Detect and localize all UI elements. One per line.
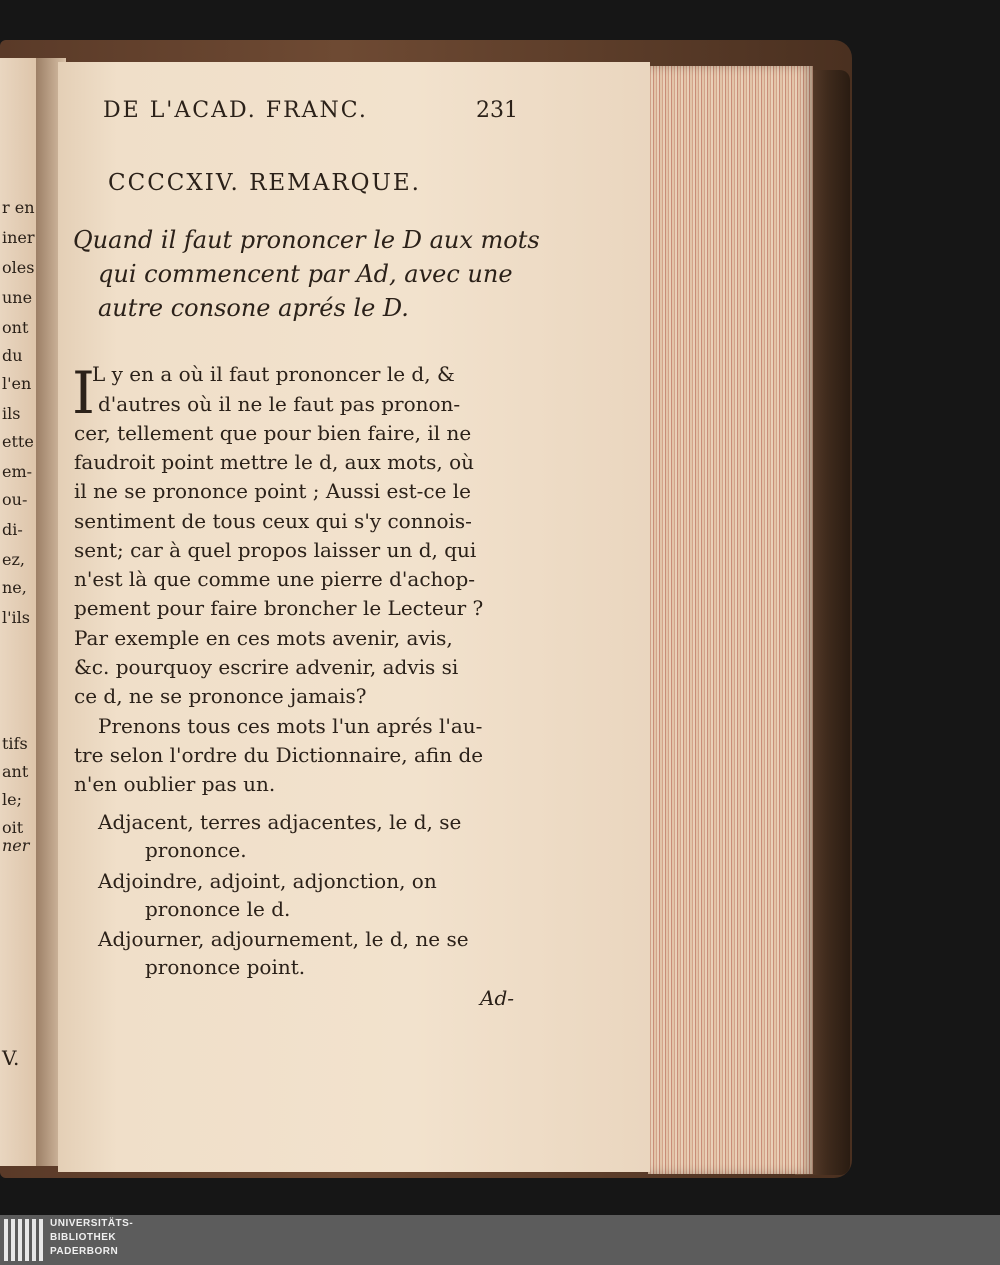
paragraph-line: tre selon l'ordre du Dictionnaire, afin de <box>74 743 484 767</box>
paragraph-line: Par exemple en ces mots avenir, avis, <box>74 626 453 650</box>
margin-fragment: em- <box>2 462 33 481</box>
library-name-line: BIBLIOTHEK <box>50 1232 117 1243</box>
library-name-line: PADERBORN <box>50 1246 119 1257</box>
library-logo-icon <box>4 1219 44 1261</box>
paragraph-line: pement pour faire broncher le Lecteur ? <box>74 596 484 620</box>
paragraph-line: n'est là que comme une pierre d'achop- <box>74 567 476 591</box>
margin-fragment: le; <box>2 790 22 809</box>
margin-fragment: tifs <box>2 734 28 753</box>
margin-fragment: r en <box>2 198 35 217</box>
paragraph-line: sent; car à quel propos laisser un d, qui <box>74 538 477 562</box>
entry-line: Adjacent, terres adjacentes, le d, se <box>98 810 462 834</box>
margin-fragment: V. <box>2 1046 20 1070</box>
entry-line: prononce point. <box>145 955 306 979</box>
catchword: Ad- <box>480 986 515 1010</box>
margin-fragment: ont <box>2 318 29 337</box>
margin-fragment: ils <box>2 404 21 423</box>
margin-fragment: di- <box>2 520 23 539</box>
paragraph-line: n'en oublier pas un. <box>74 772 276 796</box>
paragraph-line: L y en a où il faut prononcer le d, & <box>92 362 455 386</box>
margin-fragment: ne, <box>2 578 27 597</box>
margin-fragment: l'ils <box>2 608 30 627</box>
margin-fragment: oles <box>2 258 35 277</box>
margin-fragment: ner <box>2 836 30 855</box>
drop-cap: I <box>72 359 95 427</box>
margin-fragment: du <box>2 346 23 365</box>
margin-fragment: oit <box>2 818 24 837</box>
paragraph-line: ce d, ne se prononce jamais? <box>74 684 367 708</box>
entry-line: prononce le d. <box>145 897 291 921</box>
paragraph-line: d'autres où il ne le faut pas pronon- <box>98 392 461 416</box>
margin-fragment: l'en <box>2 374 32 393</box>
page-number: 231 <box>476 98 518 123</box>
page-edges <box>648 66 813 1174</box>
margin-fragment: ant <box>2 762 29 781</box>
running-head: DE L'ACAD. FRANC. <box>103 98 368 123</box>
margin-fragment: ou- <box>2 490 28 509</box>
paragraph-line: sentiment de tous ceux qui s'y connois- <box>74 509 472 533</box>
margin-fragment: ette <box>2 432 34 451</box>
entry-line: Adjoindre, adjoint, adjonction, on <box>98 869 437 893</box>
entry-line: Adjourner, adjournement, le d, ne se <box>98 927 469 951</box>
remark-subtitle-line: Quand il faut prononcer le D aux mots <box>73 226 540 254</box>
remark-subtitle-line: autre consone aprés le D. <box>98 294 409 322</box>
paragraph-line: il ne se prononce point ; Aussi est-ce le <box>74 479 472 503</box>
paragraph-line: Prenons tous ces mots l'un aprés l'au- <box>98 714 483 738</box>
remark-title: CCCCXIV. REMARQUE. <box>108 170 421 196</box>
margin-fragment: ez, <box>2 550 25 569</box>
library-name-line: UNIVERSITÄTS- <box>50 1218 134 1229</box>
paragraph-line: cer, tellement que pour bien faire, il ne <box>74 421 472 445</box>
remark-subtitle-line: qui commencent par Ad, avec une <box>98 260 513 288</box>
entry-line: prononce. <box>145 838 247 862</box>
margin-fragment: iner <box>2 228 35 247</box>
paragraph-line: &c. pourquoy escrire advenir, advis si <box>74 655 459 679</box>
library-footer <box>0 1215 1000 1265</box>
paragraph-line: faudroit point mettre le d, aux mots, où <box>74 450 475 474</box>
margin-fragment: une <box>2 288 33 307</box>
